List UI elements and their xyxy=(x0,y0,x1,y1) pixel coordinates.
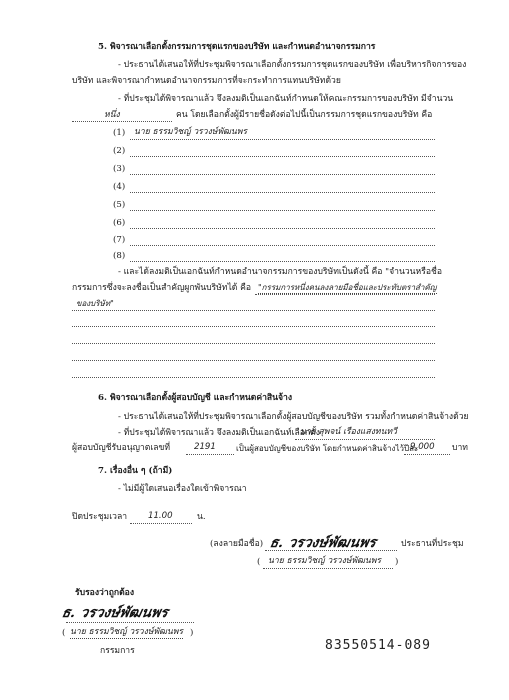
authority-line2: กรรมการซึ่งจะลงชื่อเป็นสำคัญผูกพันบริษัทได้ คือ xyxy=(72,283,252,293)
authority-line1: - และได้ลงมติเป็นเอกฉันท์กำหนดอำนาจกรรมการของบริษัทเป็นดังนี้ คือ "จำนวนหรือชื่อ xyxy=(118,267,442,277)
director-num: (6) xyxy=(113,218,126,228)
chair-signature: ธ. วรวงษ์พัฒนพร xyxy=(268,535,378,551)
section6-para3-mid: เป็นผู้สอบบัญชีของบริษัท โดยกำหนดค่าสินจ้างไว้ปีละ xyxy=(236,444,419,453)
authority-value2: ของบริษัท" xyxy=(76,299,114,308)
director-num: (3) xyxy=(113,164,126,174)
director-num: (4) xyxy=(113,182,126,192)
certify-title: รับรองว่าถูกต้อง xyxy=(75,588,135,598)
director-num: (5) xyxy=(113,200,126,210)
section5-para2-line2: คน โดยเลือกตั้งผู้มีรายชื่อดังต่อไปนี้เป็นกรรมการชุดแรกของบริษัท คือ xyxy=(176,110,433,120)
sign-role: ประธานที่ประชุม xyxy=(401,539,464,549)
certify-role: กรรมการ xyxy=(100,646,135,656)
section5-para1-line1: - ประธานได้เสนอให้ที่ประชุมพิจารณาเลือกตั้งกรรมการชุดแรกของบริษัท เพื่อบริหารกิจการของ xyxy=(118,60,467,70)
closing-suffix: น. xyxy=(197,512,206,522)
certify-name: นาย ธรรมวิชญ์ วรวงษ์พัฒนพร xyxy=(70,627,184,637)
director-count: หนึ่ง xyxy=(104,110,120,120)
authority-value1: "กรรมการหนึ่งคนลงลายมือชื่อและประทับตราสำคัญ xyxy=(258,283,437,292)
stamp-number: 83550514-089 xyxy=(325,638,431,653)
section5-para1-line2: บริษัท และพิจารณากำหนดอำนาจกรรมการที่จะกระทำการแทนบริษัทด้วย xyxy=(72,76,341,86)
chair-name: นาย ธรรมวิชญ์ วรวงษ์พัฒนพร xyxy=(268,556,382,566)
section7-para1: - ไม่มีผู้ใดเสนอเรื่องใดเข้าพิจารณา xyxy=(118,484,247,494)
certify-name-open-paren: ( xyxy=(62,628,66,638)
section6-para2-prefix: - ที่ประชุมได้พิจารณาแล้ว จึงลงมติเป็นเอกฉันท์เลือกตั้ง xyxy=(118,428,320,438)
certify-name-close-paren: ) xyxy=(190,628,194,638)
section6-para3-prefix: ผู้สอบบัญชีรับอนุญาตเลขที่ xyxy=(72,443,171,453)
director-name: นาย ธรรมวิชญ์ วรวงษ์พัฒนพร xyxy=(134,127,248,137)
section6-heading: 6. พิจารณาเลือกตั้งผู้สอบบัญชี และกำหนดค่าสินจ้าง xyxy=(98,393,293,403)
director-num: (1) xyxy=(113,128,126,138)
license-number: 2191 xyxy=(194,442,216,452)
section5-para2-line1: - ที่ประชุมได้พิจารณาแล้ว จึงลงมติเป็นเอกฉันท์กำหนดให้คณะกรรมการของบริษัท มีจำนวน xyxy=(118,94,454,104)
director-num: (2) xyxy=(113,146,126,156)
section6-para3-suffix: บาท xyxy=(452,443,468,453)
auditor-fee: 9,000 xyxy=(410,442,435,452)
director-num: (8) xyxy=(113,251,126,261)
auditor-name: นาย สุพจน์ เรืองแสงทนทวี xyxy=(300,427,397,437)
director-num: (7) xyxy=(113,235,126,245)
section5-heading: 5. พิจารณาเลือกตั้งกรรมการชุดแรกของบริษัท และกำหนดอำนาจกรรมการ xyxy=(98,42,376,52)
chair-name-close-paren: ) xyxy=(395,557,399,567)
chair-name-open-paren: ( xyxy=(257,557,261,567)
closing-prefix: ปิดประชุมเวลา xyxy=(72,512,128,522)
section7-heading: 7. เรื่องอื่น ๆ (ถ้ามี) xyxy=(98,466,173,476)
section6-para1: - ประธานได้เสนอให้ที่ประชุมพิจารณาเลือกตั้งผู้สอบบัญชีของบริษัท รวมทั้งกำหนดค่าสินจ้างด้วย xyxy=(118,412,469,422)
closing-time: 11.00 xyxy=(148,511,173,521)
sign-label: (ลงลายมือชื่อ) xyxy=(210,539,264,549)
certify-signature: ธ. วรวงษ์พัฒนพร xyxy=(60,605,170,621)
